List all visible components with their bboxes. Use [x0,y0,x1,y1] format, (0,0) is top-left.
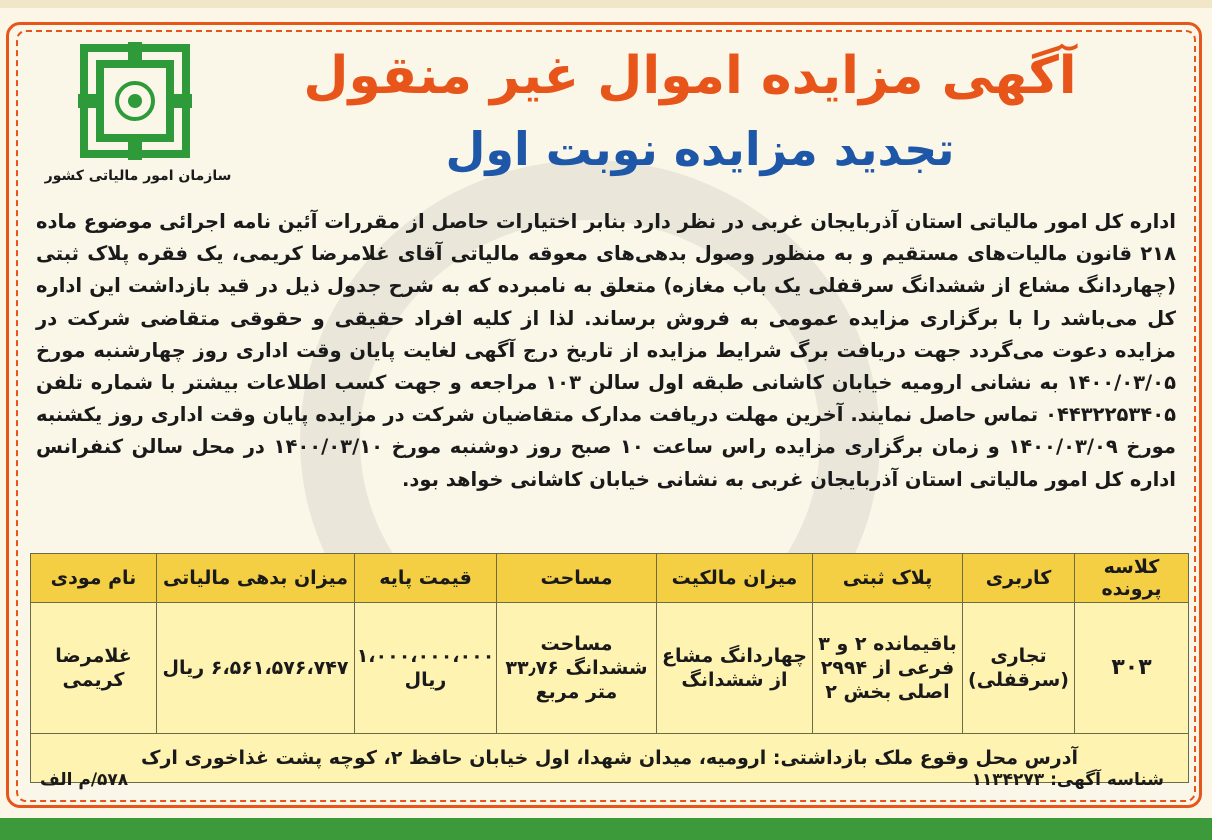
cell-taxpayer: غلامرضا کریمی [31,603,157,734]
col-usage: کاربری [963,554,1075,603]
org-name: سازمان امور مالیاتی کشور [44,168,232,184]
notice-text: در نظر دارد بنابر اختیارات حاصل از مقررات آئین نامه اجرائی موضوع ماده ۲۱۸ قانون مالیات‌های مستقیم و به منظور وصول بدهی‌های معوقه مالیاتی آقای غلامرضا کریمی، یک فقره پلاک ثبتی (چهاردانگ مشاع از ششدانگ سرقفلی یک باب مغازه) متعلق به نامبرده که به شرح جدول ذیل در قید بازداشت این اداره کل می‌باشد را با برگزاری مزایده عمومی به فروش برساند. لذا از کلیه افراد حقیقی و حقوقی متقاضی شرکت در مزایده دعوت می‌گردد جهت دریافت برگ شرایط مزایده از تاریخ درج آگهی لغایت پایان وقت اداری روز چهارشنبه مورخ ۱۴۰۰/۰۳/۰۵ به نشانی ارومیه خیابان کاشانی طبقه اول سالن ۱۰۳ مراجعه و جهت کسب اطلاعات بیشتر با شماره تلفن ۰۴۴۳۲۲۵۳۴۰۵ تماس حاصل نمایند. آخرین مهلت دریافت مدارک متقاضیان شرکت در مزایده پایان وقت اداری روز یکشنبه مورخ ۱۴۰۰/۰۳/۰۹ و زمان برگزاری مزایده راس ساعت ۱۰ صبح روز دوشنبه مورخ ۱۴۰۰/۰۳/۱۰ در محل سالن کنفرانس اداره کل امور مالیاتی استان آذربایجان غربی به نشانی خیابان کاشانی خواهد بود. [36,210,1176,491]
bottom-strip [0,818,1212,840]
cell-plaque: باقیمانده ۲ و ۳ فرعی از ۲۹۹۴ اصلی بخش ۲ [813,603,963,734]
col-base-price: قیمت پایه [355,554,497,603]
cell-case-no: ۳۰۳ [1075,603,1189,734]
table-row [31,603,1189,734]
page-subtitle: تجدید مزایده نوبت اول [445,122,955,176]
cell-ownership: چهاردانگ مشاع از ششدانگ [657,603,813,734]
top-strip [0,0,1212,8]
cell-base-price: ۱،۰۰۰،۰۰۰،۰۰۰ ریال [355,603,497,734]
cell-tax-debt: ۶،۵۶۱،۵۷۶،۷۴۷ ریال [157,603,355,734]
notice-id: شناسه آگهی: ۱۱۳۴۲۷۳ [971,770,1164,790]
notice-body [36,206,1176,496]
col-plaque: پلاک ثبتی [813,554,963,603]
col-taxpayer: نام مودی [31,554,157,603]
notice-lead: اداره کل امور مالیاتی استان آذربایجان غربی [750,210,1176,233]
table-header-row [31,554,1189,603]
cell-area: مساحت ششدانگ ۳۳٫۷۶ متر مربع [497,603,657,734]
col-area: مساحت [497,554,657,603]
auction-table [30,553,1189,783]
page-title: آگهی مزایده اموال غیر منقول [303,46,1077,106]
property-address: آدرس محل وقوع ملک بازداشتی: ارومیه، میدان شهدا، اول خیابان حافظ ۲، کوچه پشت غذاخوری ارک [31,734,1189,783]
reference-number: ۵۷۸/م الف [40,770,129,790]
col-tax-debt: میزان بدهی مالیاتی [157,554,355,603]
tax-org-logo-icon [78,42,192,160]
cell-usage: تجاری (سرقفلی) [963,603,1075,734]
col-ownership: میزان مالکیت [657,554,813,603]
col-case-no: کلاسه پرونده [1075,554,1189,603]
